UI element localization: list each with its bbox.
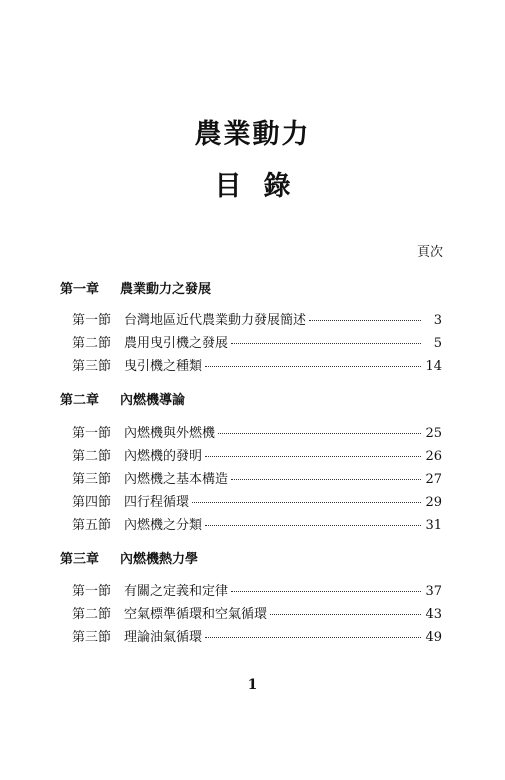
toc-entry[interactable] xyxy=(72,514,442,532)
section-page: 25 xyxy=(425,426,442,441)
section-page: 43 xyxy=(425,607,442,622)
leader-dots xyxy=(231,333,421,344)
book-title: 農業動力 xyxy=(194,119,311,150)
section-page: 31 xyxy=(425,518,442,533)
leader-dots xyxy=(218,423,421,434)
leader-dots xyxy=(205,627,421,638)
section-title: 內燃機之分類 xyxy=(124,518,203,533)
chapter-number: 第一章 xyxy=(60,282,100,297)
section-title: 理論油氣循環 xyxy=(124,630,203,645)
chapter-heading xyxy=(60,389,185,408)
section-title: 空氣標準循環和空氣循環 xyxy=(124,607,268,622)
toc-entry[interactable] xyxy=(72,309,442,327)
leader-dots xyxy=(270,604,421,615)
section-page: 5 xyxy=(433,336,442,351)
section-number: 第二節 xyxy=(72,607,112,622)
leader-dots xyxy=(205,356,421,367)
section-number: 第四節 xyxy=(72,495,112,510)
chapter-number: 第三章 xyxy=(60,552,100,567)
section-number: 第一節 xyxy=(72,313,112,328)
leader-dots xyxy=(231,581,421,592)
chapter-title: 農業動力之發展 xyxy=(120,282,212,297)
section-title: 有關之定義和定律 xyxy=(124,584,229,599)
section-number: 第二節 xyxy=(72,336,112,351)
section-page: 14 xyxy=(425,359,442,374)
page-column-label: 頁次 xyxy=(416,245,443,260)
toc-entry[interactable] xyxy=(72,580,442,598)
section-title: 農用曳引機之發展 xyxy=(124,336,229,351)
section-number: 第二節 xyxy=(72,449,112,464)
leader-dots xyxy=(205,446,421,457)
section-number: 第三節 xyxy=(72,359,112,374)
toc-entry[interactable] xyxy=(72,603,442,621)
toc-entry[interactable] xyxy=(72,468,442,486)
chapter-heading xyxy=(60,548,198,567)
section-title: 內燃機之基本構造 xyxy=(124,472,229,487)
toc-entry[interactable] xyxy=(72,445,442,463)
section-title: 四行程循環 xyxy=(124,495,190,510)
leader-dots xyxy=(205,515,421,526)
section-number: 第三節 xyxy=(72,630,112,645)
toc-entry[interactable] xyxy=(72,332,442,350)
section-number: 第一節 xyxy=(72,426,112,441)
section-page: 37 xyxy=(425,584,442,599)
leader-dots xyxy=(309,310,421,321)
section-page: 29 xyxy=(425,495,442,510)
section-page: 26 xyxy=(425,449,442,464)
section-title: 台灣地區近代農業動力發展簡述 xyxy=(124,313,307,328)
section-number: 第五節 xyxy=(72,518,112,533)
toc-entry[interactable] xyxy=(72,422,442,440)
section-page: 3 xyxy=(433,313,442,328)
chapter-number: 第二章 xyxy=(60,393,100,408)
section-title: 內燃機與外燃機 xyxy=(124,426,216,441)
leader-dots xyxy=(231,469,421,480)
section-title: 曳引機之種類 xyxy=(124,359,203,374)
toc-entry[interactable] xyxy=(72,355,442,373)
section-title: 內燃機的發明 xyxy=(124,449,203,464)
section-number: 第一節 xyxy=(72,584,112,599)
chapter-title: 內燃機熱力學 xyxy=(120,552,199,567)
toc-entry[interactable] xyxy=(72,491,442,509)
leader-dots xyxy=(192,492,421,503)
section-page: 49 xyxy=(425,630,442,645)
section-number: 第三節 xyxy=(72,472,112,487)
toc-heading: 目錄 xyxy=(214,171,313,202)
section-page: 27 xyxy=(425,472,442,487)
chapter-title: 內燃機導論 xyxy=(120,393,186,408)
page-number: 1 xyxy=(247,677,258,693)
toc-entry[interactable] xyxy=(72,626,442,644)
chapter-heading xyxy=(60,278,211,297)
